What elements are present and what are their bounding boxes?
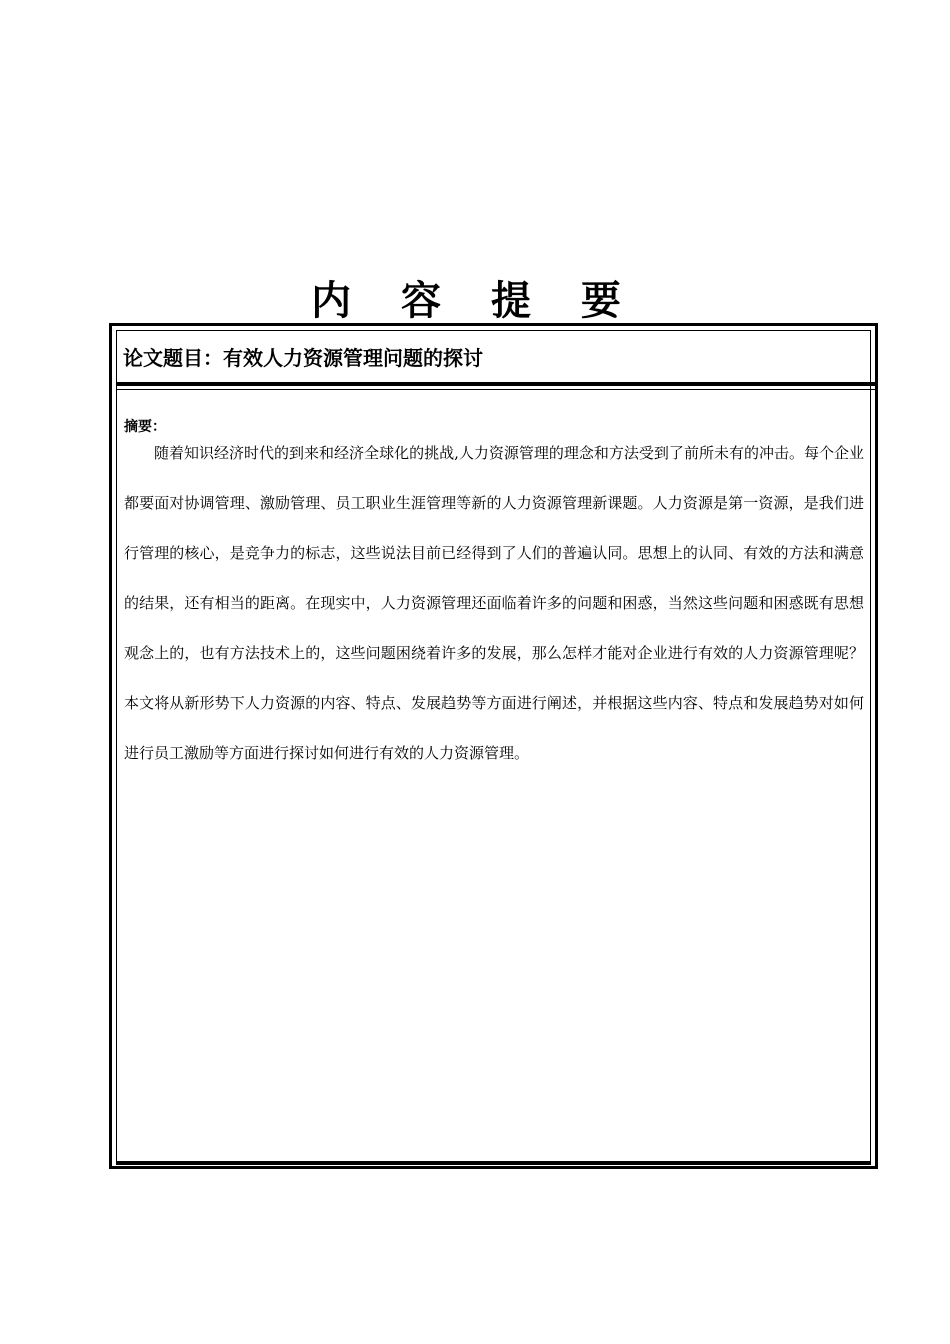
bottom-divider xyxy=(116,1162,871,1165)
abstract-body: 随着知识经济时代的到来和经济全球化的挑战,人力资源管理的理念和方法受到了前所未有的冲击。每个企业都要面对协调管理、激励管理、员工职业生涯管理等新的人力资源管理新课题。人力资源是第一资源，是我们进行管理的核心，是竞争力的标志，这些说法目前已经得到了人们的普遍认同。思想上的认同、有效的方法和满意的结果，还有相当的距离。在现实中，人力资源管理还面临着许多的问题和困惑，当然这些问题和困惑既有思想观念上的，也有方法技术上的，这些问题困绕着许多的发展，那么怎样才能对企业进行有效的人力资源管理呢？本文将从新形势下人力资源的内容、特点、发展趋势等方面进行阐述，并根据这些内容、特点和发展趋势对如何进行员工激励等方面进行探讨如何进行有效的人力资源管理。 xyxy=(124,444,864,762)
thesis-topic-row xyxy=(123,344,483,372)
thesis-topic-label: 论文题目： xyxy=(123,346,223,370)
abstract-label: 摘要： xyxy=(124,419,166,435)
thesis-topic-value: 有效人力资源管理问题的探讨 xyxy=(223,346,483,370)
page-title: 内 容 提 要 xyxy=(311,277,639,324)
topic-divider-thick xyxy=(117,382,875,386)
abstract-form-frame xyxy=(109,323,878,1169)
topic-divider-thin xyxy=(117,389,875,390)
